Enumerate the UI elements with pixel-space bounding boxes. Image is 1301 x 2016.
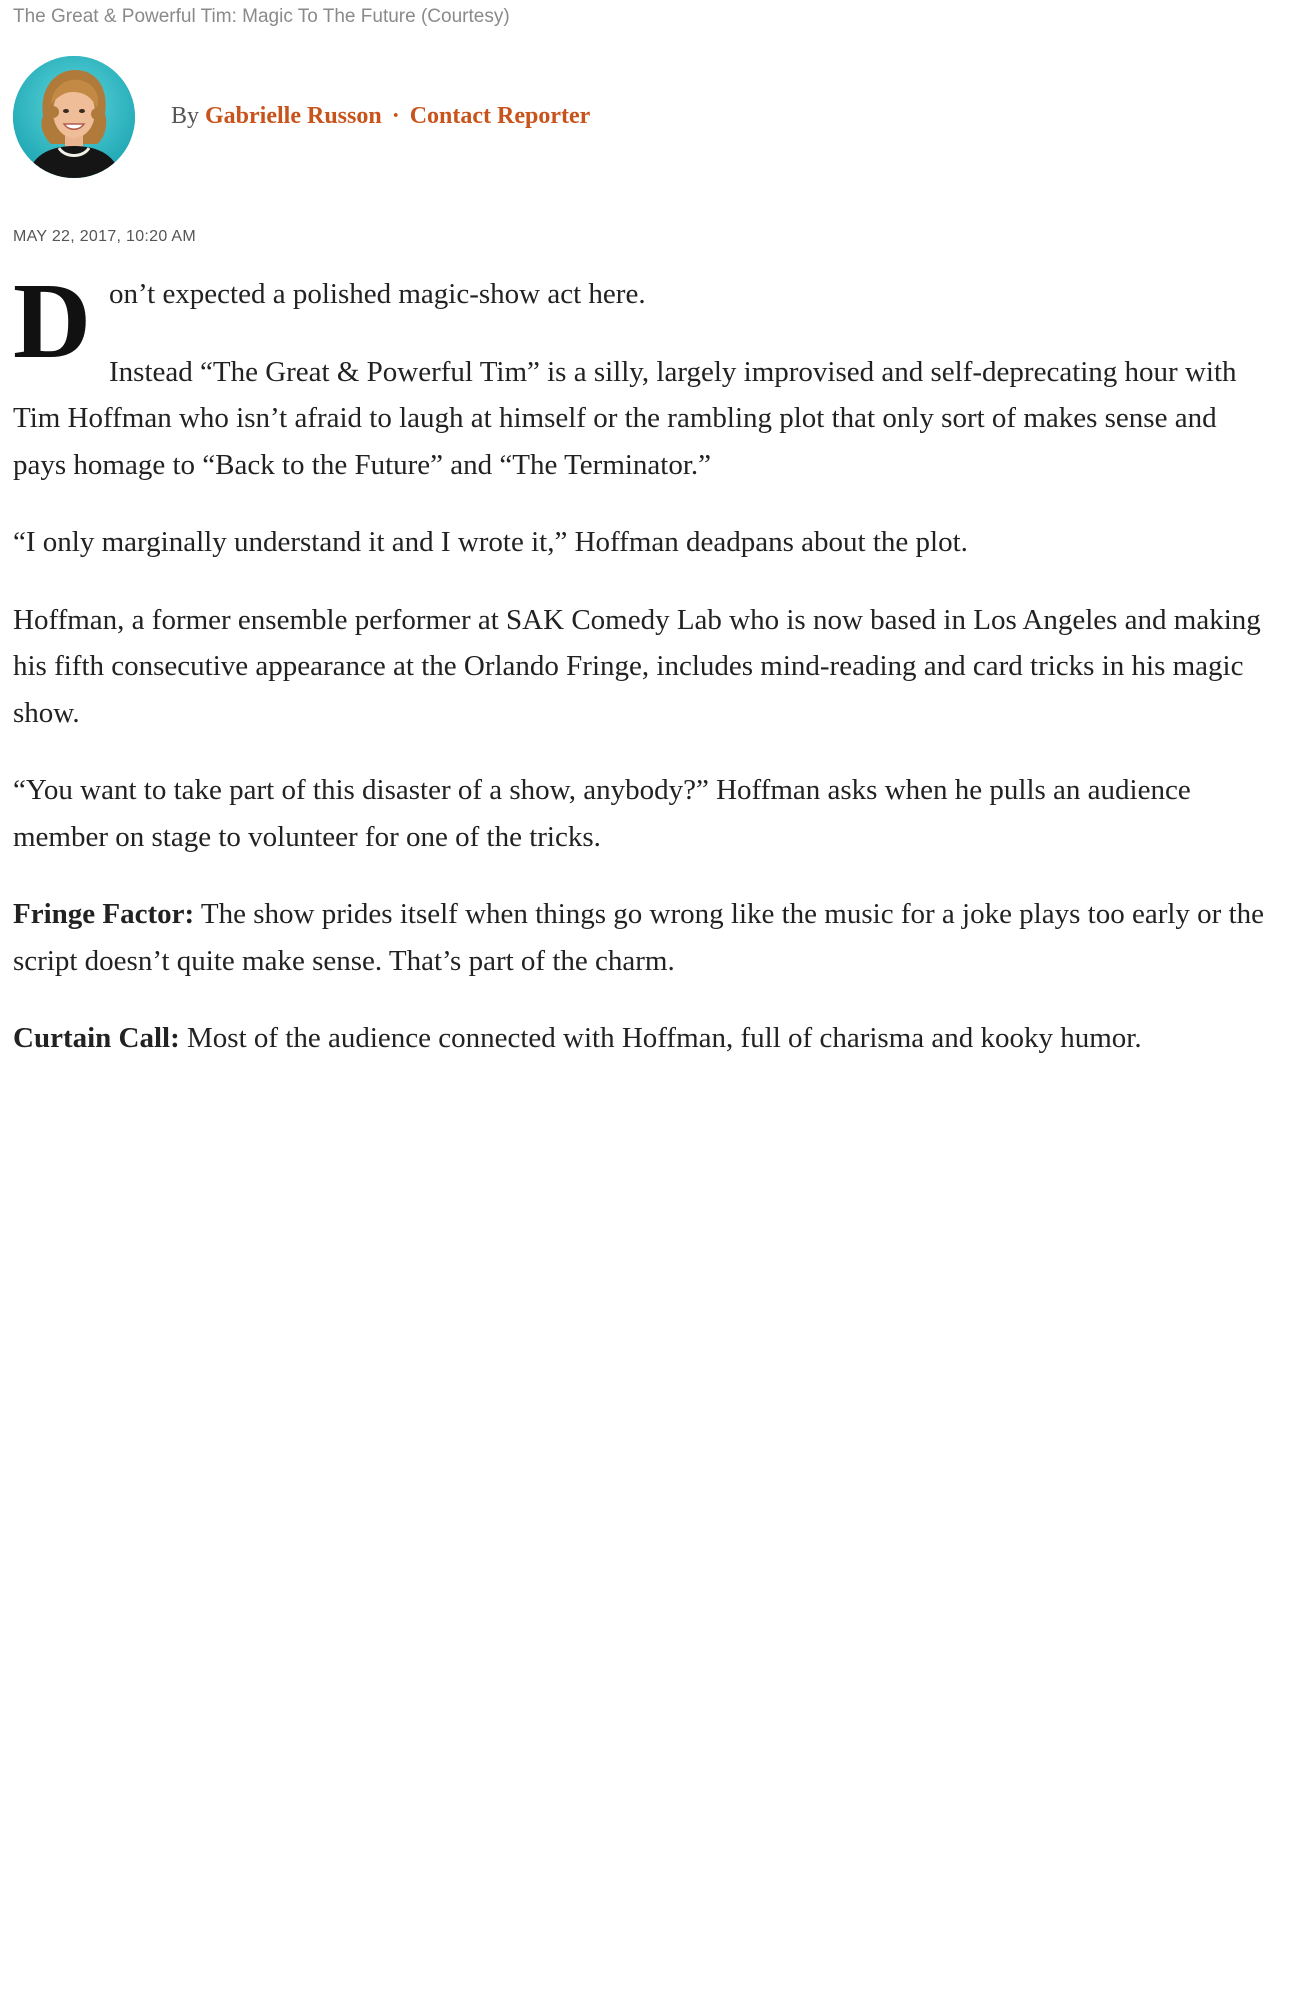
- byline-prefix: By: [171, 103, 200, 129]
- paragraph-curtain-call: [13, 1015, 1268, 1062]
- paragraph-fringe-factor: [13, 891, 1268, 984]
- paragraph-5: “You want to take part of this disaster of a show, anybody?” Hoffman asks when he pulls an audience member on stage to volunteer for one of the tricks.: [13, 774, 1191, 853]
- curtain-call-label: Curtain Call:: [13, 1022, 180, 1054]
- paragraph-1: [13, 262, 1268, 381]
- byline-row: [13, 56, 913, 180]
- paragraph-3: “I only marginally understand it and I wrote it,” Hoffman deadpans about the plot.: [13, 526, 968, 558]
- paragraph-2: [13, 349, 1268, 489]
- byline-separator: ·: [391, 103, 400, 129]
- byline: [171, 103, 590, 130]
- fringe-factor-text: The show prides itself when things go wrong like the music for a joke plays too early or the script doesn’t quite make sense. That’s part of the charm.: [13, 898, 1264, 977]
- article-body: [13, 262, 1268, 1093]
- image-caption: The Great & Powerful Tim: Magic To The Future (Courtesy): [13, 6, 510, 27]
- paragraph-1-text: on’t expected a polished magic-show act here.: [109, 278, 646, 310]
- author-photo-icon: [13, 56, 135, 178]
- drop-cap: D: [13, 262, 91, 381]
- paragraph-2-text: Instead “The Great & Powerful Tim” is a silly, largely improvised and self-deprecating hour with Tim Hoffman who isn’t afraid to laugh at himself or the rambling plot that only sort of makes sense and pays homage to “Back to the Future” and “The Terminator.”: [13, 355, 1237, 481]
- author-link[interactable]: Gabrielle Russon: [205, 103, 382, 129]
- contact-reporter-link[interactable]: Contact Reporter: [409, 103, 591, 129]
- paragraph-4: Hoffman, a former ensemble performer at SAK Comedy Lab who is now based in Los Angeles and making his fifth consecutive appearance at the Orlando Fringe, includes mind-reading and card tricks in his magic show.: [13, 603, 1261, 729]
- author-avatar[interactable]: [13, 56, 135, 178]
- fringe-factor-label: Fringe Factor:: [13, 898, 195, 930]
- curtain-call-text: Most of the audience connected with Hoffman, full of charisma and kooky humor.: [179, 1022, 1142, 1054]
- publish-date: MAY 22, 2017, 10:20 AM: [13, 228, 197, 245]
